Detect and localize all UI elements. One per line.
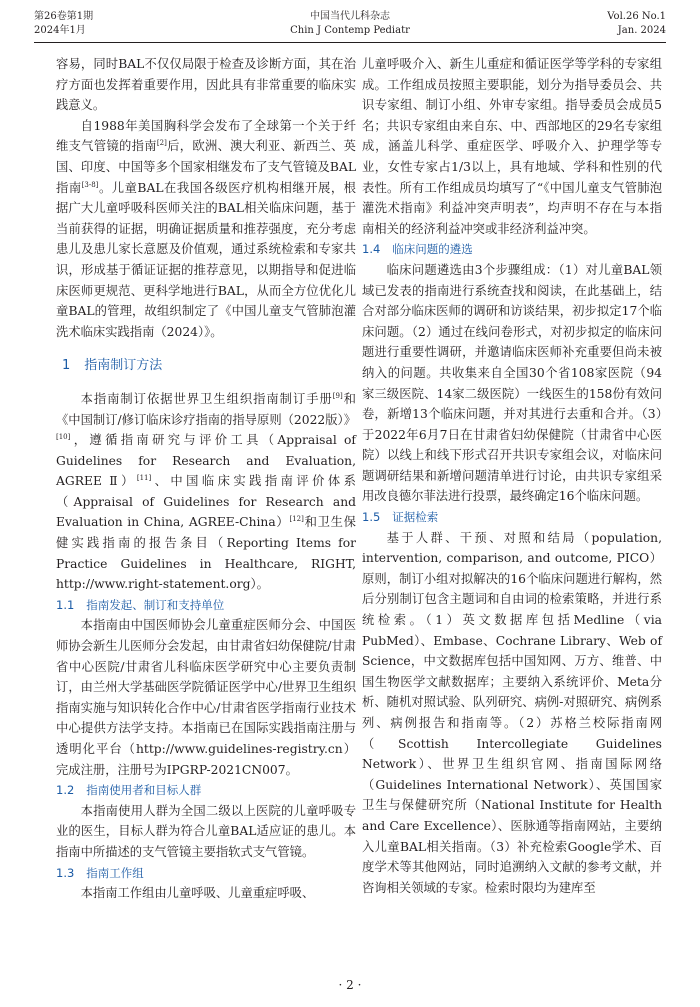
text-span: ，遵循指南研究与评价工具（Appraisal of Guidelines for Research and Evaluation, AGREE Ⅱ） (56, 433, 356, 489)
header-center (34, 10, 666, 38)
section-title: 指南制订方法 (84, 358, 163, 374)
left-column (56, 54, 356, 904)
subsection-number: 1.2 (56, 783, 75, 798)
section-heading (56, 356, 356, 377)
citation: [2] (156, 139, 167, 148)
section-number: 1 (62, 358, 71, 374)
paragraph: 容易，同时BAL不仅仅局限于检查及诊断方面，其在治疗方面也发挥着重要作用，因此具有非常重要的临床实践意义。 (56, 57, 356, 113)
header-right (607, 10, 666, 38)
paragraph: 基于人群、干预、对照和结局（population, intervention, comparison, and outcome, PICO）原则，制订小组对拟解决的16个临床问题进行解构，然后分别制订包含主题词和自由词的检索策略，并进行系统检索。（1）英文数据库包括Medline（via PubMed）、Embase、Cochrane Library、Web of Science，中文数据库包括中国知网、万方、维普、中国生物医学文献数据库；主要纳入系统评价、Meta分析、随机对照试验、队列研究、病例-对照研究、病例系列、病例报告和指南等。（2）苏格兰校际指南网（Scottish Intercollegiate Guidelines Network）、世界卫生组织官网、指南国际网络（Guidelines International Network）、英国国家卫生与保健研究所（National Institute for Health and Care Excellence）、医脉通等指南网站，主要纳入儿童BAL相关指南。（3）补充检索Google学术、百度学术等其他网站，同时追溯纳入文献的参考文献，并咨询相关领域的专家。检索时限均为建库至 (362, 530, 662, 895)
paragraph (56, 116, 356, 343)
paragraph: 本指南工作组由儿童呼吸、儿童重症呼吸、 (80, 886, 315, 901)
paragraph: 本指南使用人群为全国二级以上医院的儿童呼吸专业的医生，目标人群为符合儿童BAL适应证的患儿。本指南中所描述的支气管镜主要指软式支气管镜。 (56, 803, 356, 859)
running-header (34, 10, 666, 40)
text-span: 本指南制订依据世界卫生组织指南制订手册 (80, 391, 333, 406)
citation: [10] (56, 433, 71, 442)
subsection-heading (362, 239, 662, 260)
text-span: 。儿童BAL在我国各级医疗机构相继开展，根据广大儿童呼吸科医师关注的BAL相关临床问题，基于当前获得的证据，明确证据质量和推荐强度，充分考虑患儿及患儿家长意愿及价值观，通过系统检索和专家共识，形成基于循证证据的推荐意见，以期指导和促进临床医师更规范、更科学地进行BAL，从而全方位优化儿童BAL的管理，故组织制定了《中国儿童支气管肺泡灌洗术临床实践指南（2024）》。 (56, 180, 356, 339)
subsection-heading (56, 780, 356, 801)
subsection-number: 1.5 (362, 510, 381, 525)
subsection-heading (56, 863, 356, 884)
subsection-number: 1.1 (56, 597, 75, 612)
citation: [3-8] (81, 180, 99, 189)
issue-date-en: Jan. 2024 (617, 25, 666, 36)
text-span: 和《中国制订/修订临床诊疗指南的指导原则（2022版）》 (56, 391, 356, 427)
subsection-title: 指南工作组 (86, 865, 144, 880)
text-span: 后，欧洲、澳大利亚、新西兰、英国、印度、中国等多个国家相继发布了支气管镜及BAL指南 (56, 139, 356, 195)
text-span: 、中国临床实践指南评价体系（Appraisal of Guidelines for Research and Evaluation in China, AGREE-China） (56, 474, 356, 530)
header-rule (34, 42, 666, 43)
journal-title: 中国当代儿科杂志 (310, 11, 390, 22)
subsection-heading (362, 507, 662, 528)
page-number: · 2 · (338, 978, 362, 992)
journal-abbrev: Chin J Contemp Pediatr (290, 25, 410, 36)
subsection-title: 指南发起、制订和支持单位 (86, 597, 225, 612)
paragraph: 本指南由中国医师协会儿童重症医师分会、中国医师协会新生儿医师分会发起，由甘肃省妇幼保健院/甘肃省中心医院/甘肃省儿科临床医学研究中心主要负责制订，由兰州大学基础医学院循证医学中心/世界卫生组织指南实施与知识转化合作中心/甘肃省医学指南行业技术中心提供方法学支持。本指南已在国际实践指南注册与透明化平台（http://www.guidelines-registry.cn）完成注册，注册号为IPGRP-2021CN007。 (56, 618, 356, 777)
citation: [11] (136, 474, 152, 483)
subsection-title: 证据检索 (392, 510, 439, 525)
text-span: 自1988年美国胸科学会发布了全球第一个关于纤维支气管镜的指南 (56, 118, 356, 154)
paragraph: 临床问题遴选由3个步骤组成：（1）对儿童BAL领域已发表的指南进行系统查找和阅读，在此基础上，结合对部分临床医师的调研和访谈结果，初步拟定17个临床问题。（2）通过在线问卷形式，对初步拟定的临床问题进行重要性调研，并邀请临床医师补充重要但尚未被纳入的问题。共收集来自全国30个省108家医院（94家三级医院、14家二级医院）一线医生的158份有效问卷，新增13个临床问题，并对其进行去重和合并。（3）于2022年6月7日在甘肃省妇幼保健院（甘肃省中心医院）以线上和线下形式召开共识专家组会议，对临床问题调研结果和新增问题清单进行讨论，由共识专家组采用改良德尔菲法进行投票，最终确定16个临床问题。 (362, 262, 662, 504)
text-span: 和卫生保健实践指南的报告条目（Reporting Items for Practice Guidelines in Healthcare, RIGHT, http://www.right-statement.org）。 (56, 515, 356, 592)
subsection-number: 1.4 (362, 242, 381, 257)
subsection-title: 指南使用者和目标人群 (86, 783, 202, 798)
paragraph (56, 389, 356, 595)
citation: [9] (332, 391, 343, 400)
subsection-heading (56, 595, 356, 616)
volume-issue: 第26卷第1期 (34, 11, 94, 22)
issue-date: 2024年1月 (34, 25, 86, 36)
volume-issue-en: Vol.26 No.1 (607, 11, 666, 22)
subsection-title: 临床问题的遴选 (392, 242, 473, 257)
subsection-number: 1.3 (56, 865, 75, 880)
paragraph: 儿童呼吸介入、新生儿重症和循证医学等学科的专家组成。工作组成员按照主要职能，划分为指导委员会、共识专家组、制订小组、外审专家组。指导委员会成员5名；共识专家组由来自东、中、西部地区的29名专家组成，涵盖儿科学、重症医学、呼吸介入、护理学等专业，女性专家占1/3以上，具有地域、学科和性别的代表性。所有工作组成员均填写了“《中国儿童支气管肺泡灌洗术指南》利益冲突声明表”，均声明不存在与本指南相关的经济利益冲突或非经济利益冲突。 (362, 57, 662, 236)
right-column (362, 54, 662, 898)
citation: [12] (289, 515, 304, 524)
